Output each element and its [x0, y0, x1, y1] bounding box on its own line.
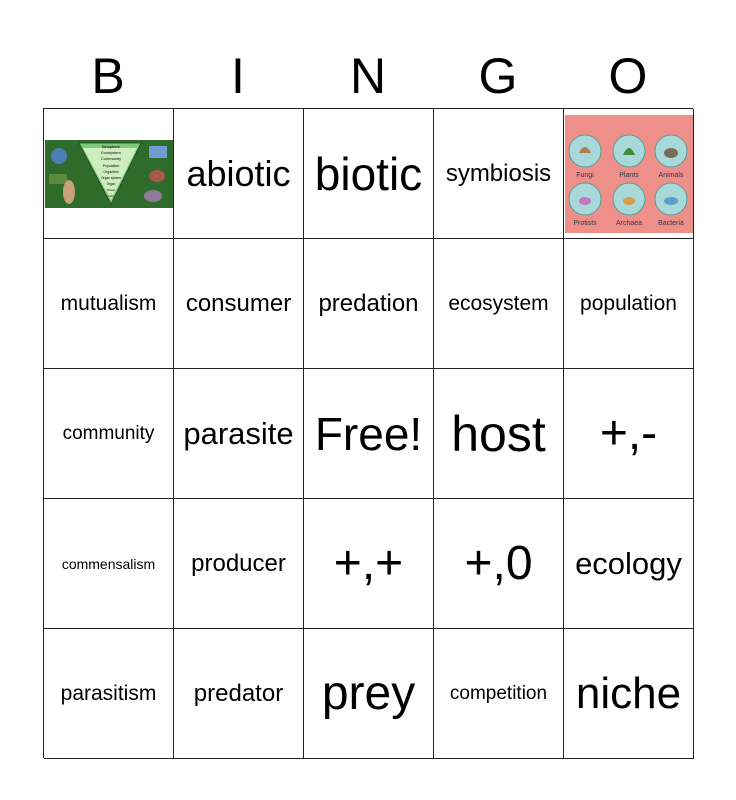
kingdom-label-3: Protists [572, 219, 597, 227]
kingdom-label-5: Bacteria [657, 219, 684, 227]
header-letter-n: N [349, 48, 387, 104]
header-letter-o: O [608, 48, 648, 104]
bingo-cell-plus-zero[interactable]: +,0 [434, 499, 564, 629]
header-letter-i: I [231, 48, 245, 104]
bingo-cell-host[interactable]: host [434, 369, 564, 499]
bingo-cell-predator[interactable]: predator [174, 629, 304, 759]
pyramid-label-7: Tissue [106, 187, 115, 192]
pyramid-label-5: Organ system [100, 175, 121, 180]
pyramid-label-1: Ecosystem [100, 149, 121, 155]
bingo-cell-mutualism[interactable]: mutualism [44, 239, 174, 369]
kingdom-label-2: Animals [658, 171, 683, 179]
bingo-cell-consumer[interactable]: consumer [174, 239, 304, 369]
bingo-cell-ecology-pyramid-image[interactable] [44, 109, 174, 239]
ecology-pyramid-image [45, 140, 173, 208]
bingo-cell-plus-plus[interactable]: +,+ [304, 499, 434, 629]
bingo-cell-parasitism[interactable]: parasitism [44, 629, 174, 759]
header-letter-g: G [478, 48, 518, 104]
kingdom-label-1: Plants [618, 171, 639, 179]
bingo-cell-ecosystem[interactable]: ecosystem [434, 239, 564, 369]
bingo-cell-prey[interactable]: prey [304, 629, 434, 759]
bingo-cell-parasite[interactable]: parasite [174, 369, 304, 499]
bingo-header [43, 44, 693, 108]
bingo-cell-plus-minus[interactable]: +,- [564, 369, 694, 499]
pyramid-label-4: Organism [102, 169, 119, 174]
bingo-cell-competition[interactable]: competition [434, 629, 564, 759]
kingdom-label-4: Archaea [615, 219, 642, 227]
bingo-card [43, 108, 693, 758]
bingo-cell-kingdoms-image[interactable] [564, 109, 694, 239]
header-letter-b: B [91, 48, 125, 104]
pyramid-label-6: Organ [106, 181, 115, 186]
bingo-cell-ecology[interactable]: ecology [564, 499, 694, 629]
pyramid-label-3: Population [102, 163, 119, 168]
pyramid-label-0: Biosphere [101, 143, 120, 149]
kingdom-label-0: Fungi [575, 171, 594, 179]
bingo-cell-population[interactable]: population [564, 239, 694, 369]
kingdoms-image [565, 115, 693, 233]
pyramid-label-8: Cells [107, 193, 114, 198]
bingo-cell-niche[interactable]: niche [564, 629, 694, 759]
bingo-cell-abiotic[interactable]: abiotic [174, 109, 304, 239]
bingo-cell-community[interactable]: community [44, 369, 174, 499]
bingo-cell-biotic[interactable]: biotic [304, 109, 434, 239]
bingo-cell-producer[interactable]: producer [174, 499, 304, 629]
bingo-cell-free-space[interactable]: Free! [304, 369, 434, 499]
bingo-cell-commensalism[interactable]: commensalism [44, 499, 174, 629]
pyramid-label-2: Community [100, 155, 121, 161]
bingo-cell-predation[interactable]: predation [304, 239, 434, 369]
bingo-cell-symbiosis[interactable]: symbiosis [434, 109, 564, 239]
